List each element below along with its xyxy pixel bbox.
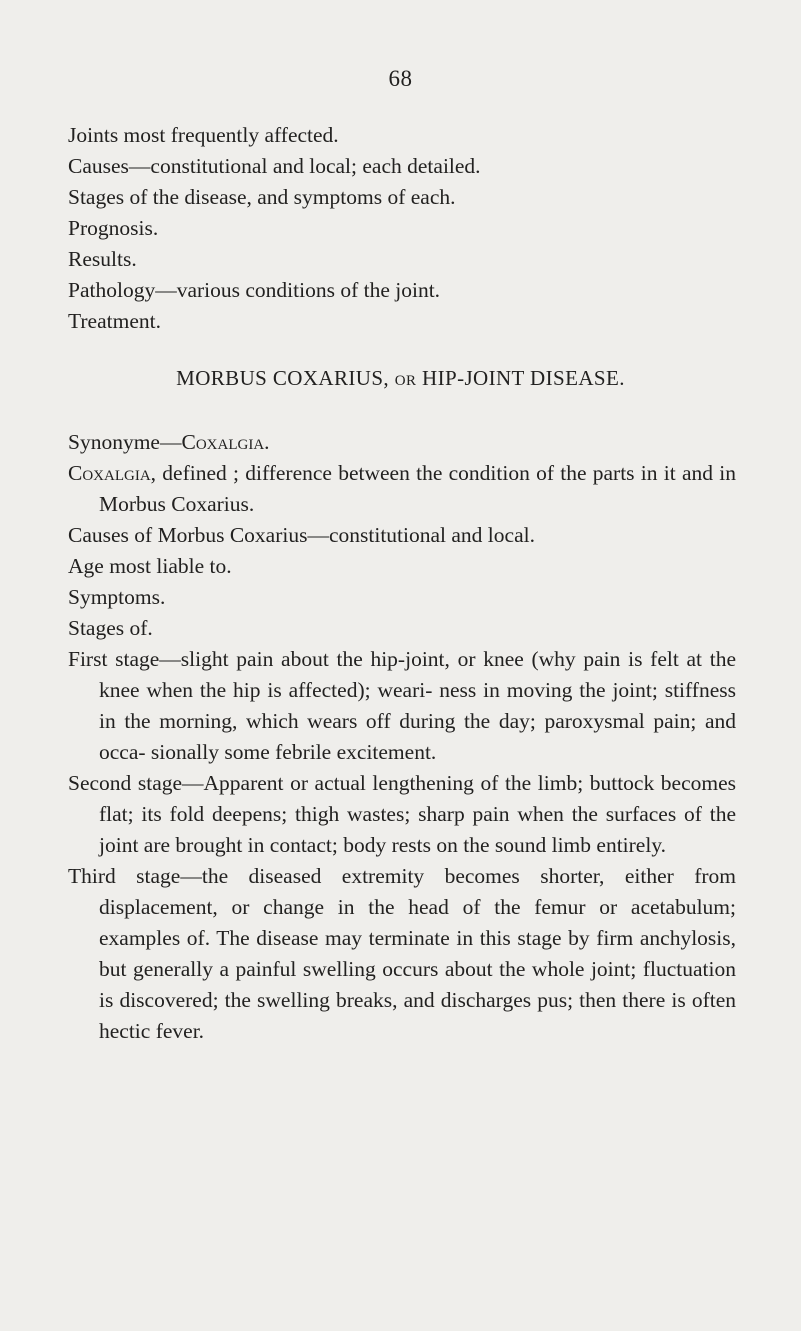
entry-paragraph xyxy=(68,582,736,613)
entry-paragraph xyxy=(68,458,736,520)
entry-paragraph xyxy=(68,768,736,861)
entry-text: . xyxy=(264,430,270,454)
entry-text: Second stage—Apparent or actual lengthening of the limb; buttock becomes flat; its fold deepens; thigh wastes; sharp pain when the surfaces of the joint are brought in contact; body rests on the sound limb entirely. xyxy=(68,771,736,857)
entry-text: First stage—slight pain about the hip-joint, or knee (why pain is felt at the knee when the hip is affected); weari- ness in moving the joint; stiffness in the morning, which wears off during the day; paroxysmal pain; and occa- sionally some febrile excitement. xyxy=(68,647,736,764)
entry-text: Causes of Morbus Coxarius—constitutional and local. xyxy=(68,523,535,547)
entry-paragraph xyxy=(68,427,736,458)
entry-paragraph xyxy=(68,520,736,551)
topic-line: Causes—constitutional and local; each detailed. xyxy=(68,154,481,178)
section-heading xyxy=(0,366,801,391)
page-number: 68 xyxy=(388,66,413,91)
topic-line: Pathology—various conditions of the joint. xyxy=(68,278,441,302)
entry-lead: Synonyme— xyxy=(68,430,182,454)
entry-text: Third stage—the diseased extremity becomes shorter, either from displacement, or change in the head of the femur or acetabulum; examples of. The disease may terminate in this stage by firm anchylosis, but generally a painful swelling occurs about the whole joint; fluctuation is discovered; the swelling breaks, and discharges pus; then there is often hectic fever. xyxy=(68,864,736,1043)
topic-line: Results. xyxy=(68,247,137,271)
entry-text: , defined ; difference between the condition of the parts in it and in Morbus Coxarius. xyxy=(99,461,736,516)
entry-paragraph xyxy=(68,551,736,582)
entry-paragraph xyxy=(68,613,736,644)
entry-text: Age most liable to. xyxy=(68,554,232,578)
entry-list xyxy=(68,427,736,1047)
heading-main: MORBUS COXARIUS, xyxy=(176,366,390,390)
heading-rest: HIP-JOINT DISEASE. xyxy=(422,366,625,390)
entry-paragraph xyxy=(68,861,736,1047)
entry-text: Symptoms. xyxy=(68,585,166,609)
topic-line: Stages of the disease, and symptoms of each. xyxy=(68,185,456,209)
topic-list xyxy=(68,120,748,337)
entry-paragraph xyxy=(68,644,736,768)
entry-text: Stages of. xyxy=(68,616,153,640)
topic-line: Prognosis. xyxy=(68,216,159,240)
heading-connector: OR xyxy=(394,373,417,389)
topic-line: Treatment. xyxy=(68,309,161,333)
entry-lead-smallcaps: Coxalgia xyxy=(68,461,151,485)
topic-line: Joints most frequently affected. xyxy=(68,123,339,147)
entry-lead-smallcaps: Coxalgia xyxy=(181,430,265,454)
